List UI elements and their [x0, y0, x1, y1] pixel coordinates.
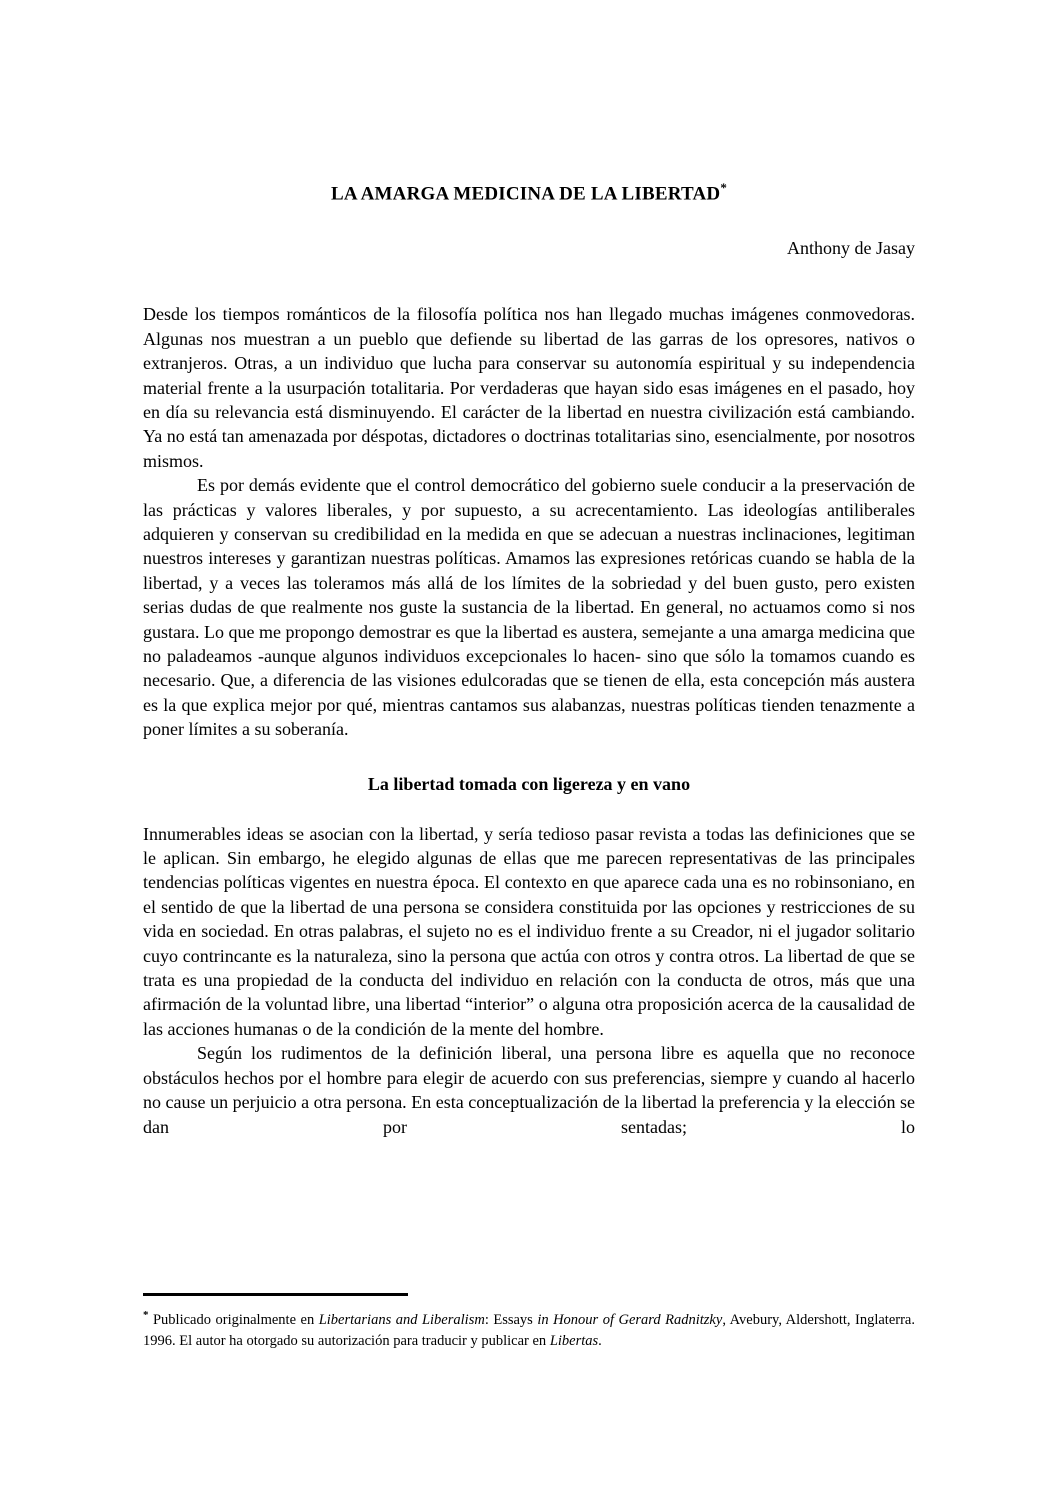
footnote	[143, 1293, 915, 1352]
page-title	[143, 176, 915, 206]
body-paragraph-4: Según los rudimentos de la definición liberal, una persona libre es aquella que no reconoce obstáculos hechos por el hombre para elegir de acuerdo con sus preferencias, siempre y cuando al hacerlo no cause un perjuicio a otra persona. En esta conceptualización de la libertad la preferencia y la elección se dan por sentadas; lo	[143, 1043, 915, 1137]
footnote-marker: *	[143, 1309, 149, 1321]
body-paragraph-3: Innumerables ideas se asocian con la libertad, y sería tedioso pasar revista a todas las definiciones que se le aplican. Sin embargo, he elegido algunas de ellas que me parecen representativas de las principales tendencias políticas vigentes en nuestra época. El contexto en que aparece cada una es no robinsoniano, en el sentido de que la libertad de una persona se considera constituida por las opciones y restricciones de su vida en sociedad. En otras palabras, el sujeto no es el individuo frente a su Creador, ni el jugador solitario cuyo contrincante es la naturaleza, sino la persona que actúa con otros y contra otros. La libertad de que se trata es una propiedad de la conducta del individuo en relación con la conducta de otros, más que una afirmación de la voluntad libre, una libertad “interior” o alguna otra proposición acerca de la causalidad de las acciones humanas o de la condición de la mente del hombre.	[143, 823, 915, 1039]
footnote-citation: Publicado originalmente en Libertarians and Liberalism: Essays in Honour of Gerard Radnitzky, Avebury, Aldershott, Inglaterra. 1996. El autor ha otorgado su autorización para traducir y publicar en Libertas.	[143, 1311, 915, 1349]
title-footnote-marker: *	[720, 180, 728, 195]
page-title-text: LA AMARGA MEDICINA DE LA LIBERTAD	[330, 183, 721, 205]
body-text	[143, 302, 915, 1139]
text-column	[143, 0, 915, 1139]
author-name: Anthony de Jasay	[787, 238, 915, 259]
footnote-separator	[143, 1293, 408, 1296]
body-paragraph-1: Desde los tiempos románticos de la filosofía política nos han llegado muchas imágenes conmovedoras. Algunas nos muestran a un pueblo que defiende su libertad de las garras de los opresores, nativos o extranjeros. Otras, a un individuo que lucha para conservar su autonomía espiritual y su independencia material frente a la usurpación totalitaria. Por verdaderas que hayan sido esas imágenes en el pasado, hoy en día su relevancia está disminuyendo. El carácter de la libertad en nuestra civilización está cambiando. Ya no está tan amenazada por déspotas, dictadores o doctrinas totalitarias sino, esencialmente, por nosotros mismos.	[143, 304, 915, 471]
body-paragraph-2: Es por demás evidente que el control democrático del gobierno suele conducir a la preservación de las prácticas y valores liberales, y por supuesto, a su acrecentamiento. Las ideologías antiliberales adquieren y conservan su credibilidad en la medida en que se adecuan a nuestras inclinaciones, legitiman nuestros intereses y garantizan nuestras políticas. Amamos las expresiones retóricas cuando se habla de la libertad, y a veces las toleramos más allá de los límites de la sobriedad y del buen gusto, pero existen serias dudas de que realmente nos guste la sustancia de la libertad. En general, no actuamos como si nos gustara. Lo que me propongo demostrar es que la libertad es austera, semejante a una amarga medicina que no paladeamos -aunque algunos individuos excepcionales lo hacen- sino que sólo la tomamos cuando es necesario. Que, a diferencia de las visiones edulcoradas que se tienen de ella, esta concepción más austera es la que explica mejor por qué, mientras cantamos sus alabanzas, nuestras políticas tienden tenazmente a poner límites a su soberanía.	[143, 475, 915, 740]
footnote-text	[143, 1305, 915, 1352]
section-heading: La libertad tomada con ligereza y en vano	[367, 773, 691, 794]
